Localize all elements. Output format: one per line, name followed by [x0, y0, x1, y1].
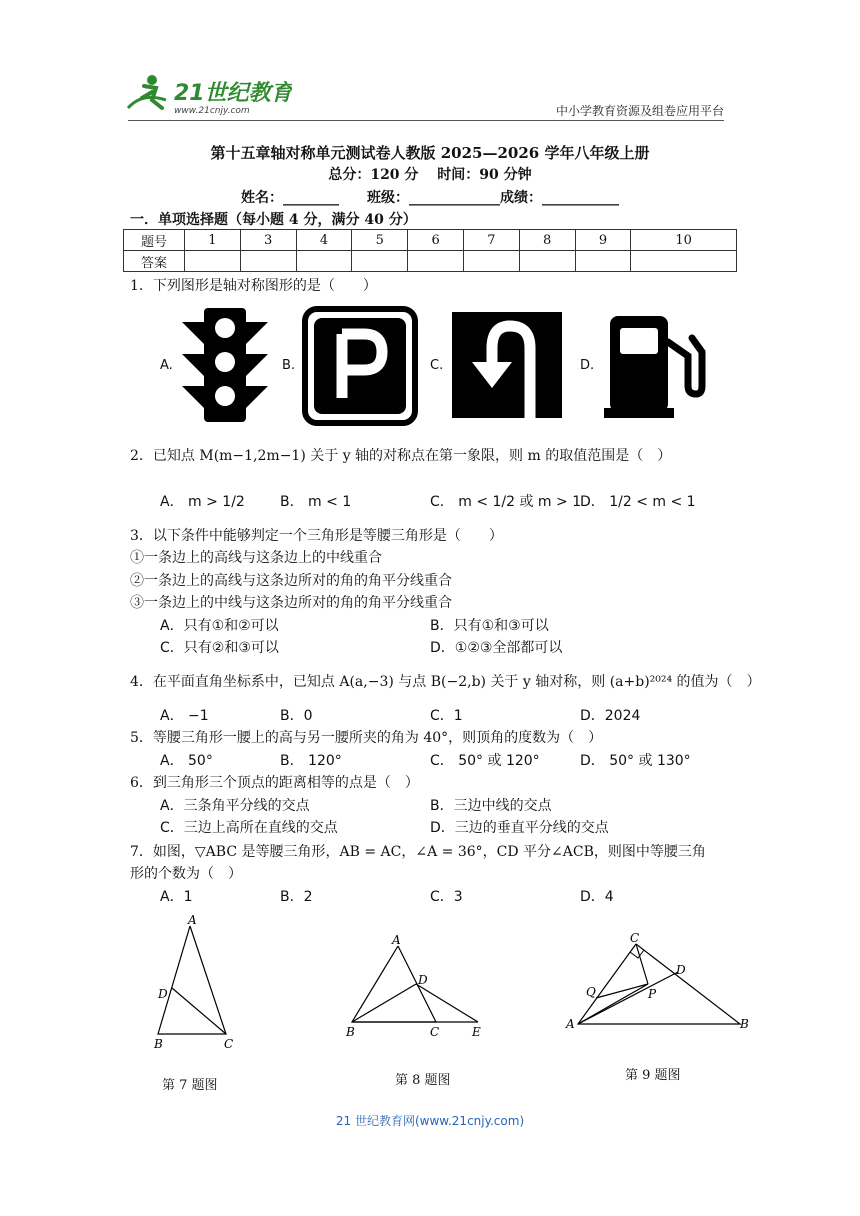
- fig7-label-a: A: [188, 913, 197, 927]
- answer-cell[interactable]: [185, 251, 241, 272]
- table-cell: 1: [185, 230, 241, 251]
- q5-option-c[interactable]: C． 50° 或 120°: [430, 753, 540, 769]
- q5-stem: 5．等腰三角形一腰上的高与另一腰所夹的角为 40°，则顶角的度数为（ ）: [130, 730, 603, 746]
- logo-text: 21世纪教育: [174, 81, 292, 106]
- answer-cell[interactable]: [519, 251, 575, 272]
- q1-label-d: D.: [580, 358, 595, 373]
- table-cell: 3: [240, 230, 296, 251]
- figure-8-caption: 第 8 题图: [395, 1073, 451, 1088]
- q5-option-a[interactable]: A． 50°: [160, 753, 213, 769]
- parking-sign-icon: [302, 306, 418, 430]
- q5-option-d[interactable]: D． 50° 或 130°: [580, 753, 691, 769]
- figure-7: [148, 912, 248, 1056]
- table-cell: 5: [352, 230, 408, 251]
- q4-option-d[interactable]: D．2024: [580, 708, 641, 724]
- q1-label-c: C.: [430, 358, 444, 373]
- q6-option-a[interactable]: A．三条角平分线的交点: [160, 798, 310, 814]
- fig9-label-b: B: [740, 1017, 749, 1031]
- answer-cell[interactable]: [575, 251, 631, 272]
- table-row: [124, 251, 737, 272]
- fig7-label-b: B: [154, 1037, 163, 1051]
- fig9-label-c: C: [630, 931, 640, 945]
- q6-stem: 6．到三角形三个顶点的距离相等的点是（ ）: [130, 775, 419, 791]
- answer-cell[interactable]: [463, 251, 519, 272]
- q1-stem: 1．下列图形是轴对称图形的是（ ）: [130, 278, 377, 294]
- section-heading: 一．单项选择题（每小题 4 分，满分 40 分）: [130, 212, 417, 228]
- table-cell: 题号: [124, 230, 185, 251]
- answer-cell[interactable]: [408, 251, 464, 272]
- q6-option-d[interactable]: D．三边的垂直平分线的交点: [430, 820, 609, 836]
- q3-condition-2: ②一条边上的高线与这条边所对的角的角平分线重合: [130, 573, 452, 589]
- q3-option-a[interactable]: A．只有①和②可以: [160, 618, 279, 634]
- exam-title: 第十五章轴对称单元测试卷人教版 2025—2026 学年八年级上册: [210, 144, 650, 162]
- logo-url: www.21cnjy.com: [174, 106, 250, 116]
- q2-option-a[interactable]: A． m > 1/2: [160, 494, 245, 510]
- answer-cell[interactable]: [631, 251, 737, 272]
- q2-stem: 2．已知点 M(m−1,2m−1) 关于 y 轴的对称点在第一象限，则 m 的取值范围是（ ）: [130, 448, 672, 464]
- q2-option-d[interactable]: D． 1/2 < m < 1: [580, 494, 696, 510]
- fig7-label-c: C: [224, 1037, 234, 1051]
- fig8-label-c: C: [430, 1025, 440, 1039]
- table-cell: 9: [575, 230, 631, 251]
- q7-option-d[interactable]: D．4: [580, 889, 614, 905]
- fig9-label-a: A: [566, 1017, 575, 1031]
- answer-cell[interactable]: [352, 251, 408, 272]
- platform-name: 中小学教育资源及组卷应用平台: [555, 104, 724, 118]
- q3-stem: 3．以下条件中能够判定一个三角形是等腰三角形是（ ）: [130, 528, 503, 544]
- q7-option-a[interactable]: A．1: [160, 889, 193, 905]
- fig8-label-b: B: [346, 1025, 355, 1039]
- traffic-light-icon: [182, 308, 268, 426]
- q7-option-c[interactable]: C．3: [430, 889, 463, 905]
- table-cell: 6: [408, 230, 464, 251]
- answer-cell[interactable]: [296, 251, 352, 272]
- q3-option-d[interactable]: D．①②③全部都可以: [430, 640, 563, 656]
- footer-link[interactable]: 21 世纪教育网(www.21cnjy.com): [335, 1114, 525, 1128]
- u-turn-sign-icon: [452, 312, 562, 422]
- q7-stem-line2: 形的个数为（ ）: [130, 866, 242, 882]
- table-cell: 10: [631, 230, 737, 251]
- q3-condition-3: ③一条边上的中线与这条边所对的角的角平分线重合: [130, 595, 452, 611]
- q4-option-a[interactable]: A． −1: [160, 708, 209, 724]
- q2-option-c[interactable]: C． m < 1/2 或 m > 1: [430, 494, 582, 510]
- q1-label-b: B.: [282, 358, 296, 373]
- fig8-label-d: D: [418, 973, 428, 987]
- fuel-pump-icon: [604, 312, 708, 422]
- q4-option-b[interactable]: B．0: [280, 708, 313, 724]
- fig9-label-d: D: [676, 963, 686, 977]
- header-divider: [128, 120, 724, 121]
- q1-label-a: A.: [160, 358, 173, 373]
- table-cell: 7: [463, 230, 519, 251]
- fig8-label-a: A: [392, 933, 401, 947]
- table-cell: 4: [296, 230, 352, 251]
- q5-option-b[interactable]: B． 120°: [280, 753, 342, 769]
- site-logo: [122, 70, 292, 118]
- exam-subtitle: 总分：120 分 时间：90 分钟: [328, 167, 532, 183]
- table-row: [124, 230, 737, 251]
- q6-option-c[interactable]: C．三边上高所在直线的交点: [160, 820, 338, 836]
- fig9-label-q: Q: [586, 985, 596, 999]
- fig9-label-p: P: [648, 987, 657, 1001]
- q7-stem-line1: 7．如图，▽ABC 是等腰三角形，AB = AC，∠A = 36°，CD 平分∠ACB，则图中等腰三角: [130, 844, 706, 860]
- student-info: 姓名：________ 班级：_____________成绩：___________: [241, 190, 619, 206]
- q4-stem: 4．在平面直角坐标系中，已知点 A(a,−3) 与点 B(−2,b) 关于 y 轴对称，则 (a+b)²⁰²⁴ 的值为（ ）: [130, 674, 761, 690]
- fig8-label-e: E: [472, 1025, 481, 1039]
- q3-option-c[interactable]: C．只有②和③可以: [160, 640, 279, 656]
- answer-cell[interactable]: [240, 251, 296, 272]
- q2-option-b[interactable]: B． m < 1: [280, 494, 352, 510]
- answer-table: [123, 229, 737, 272]
- table-cell: 答案: [124, 251, 185, 272]
- q6-option-b[interactable]: B．三边中线的交点: [430, 798, 552, 814]
- q4-option-c[interactable]: C．1: [430, 708, 463, 724]
- figure-7-caption: 第 7 题图: [162, 1078, 218, 1093]
- q3-option-b[interactable]: B．只有①和③可以: [430, 618, 549, 634]
- fig7-label-d: D: [158, 987, 168, 1001]
- q7-option-b[interactable]: B．2: [280, 889, 313, 905]
- q3-condition-1: ①一条边上的高线与这条边上的中线重合: [130, 550, 382, 566]
- table-cell: 8: [519, 230, 575, 251]
- figure-8: [340, 932, 490, 1046]
- figure-9: [560, 928, 760, 1042]
- figure-9-caption: 第 9 题图: [625, 1068, 681, 1083]
